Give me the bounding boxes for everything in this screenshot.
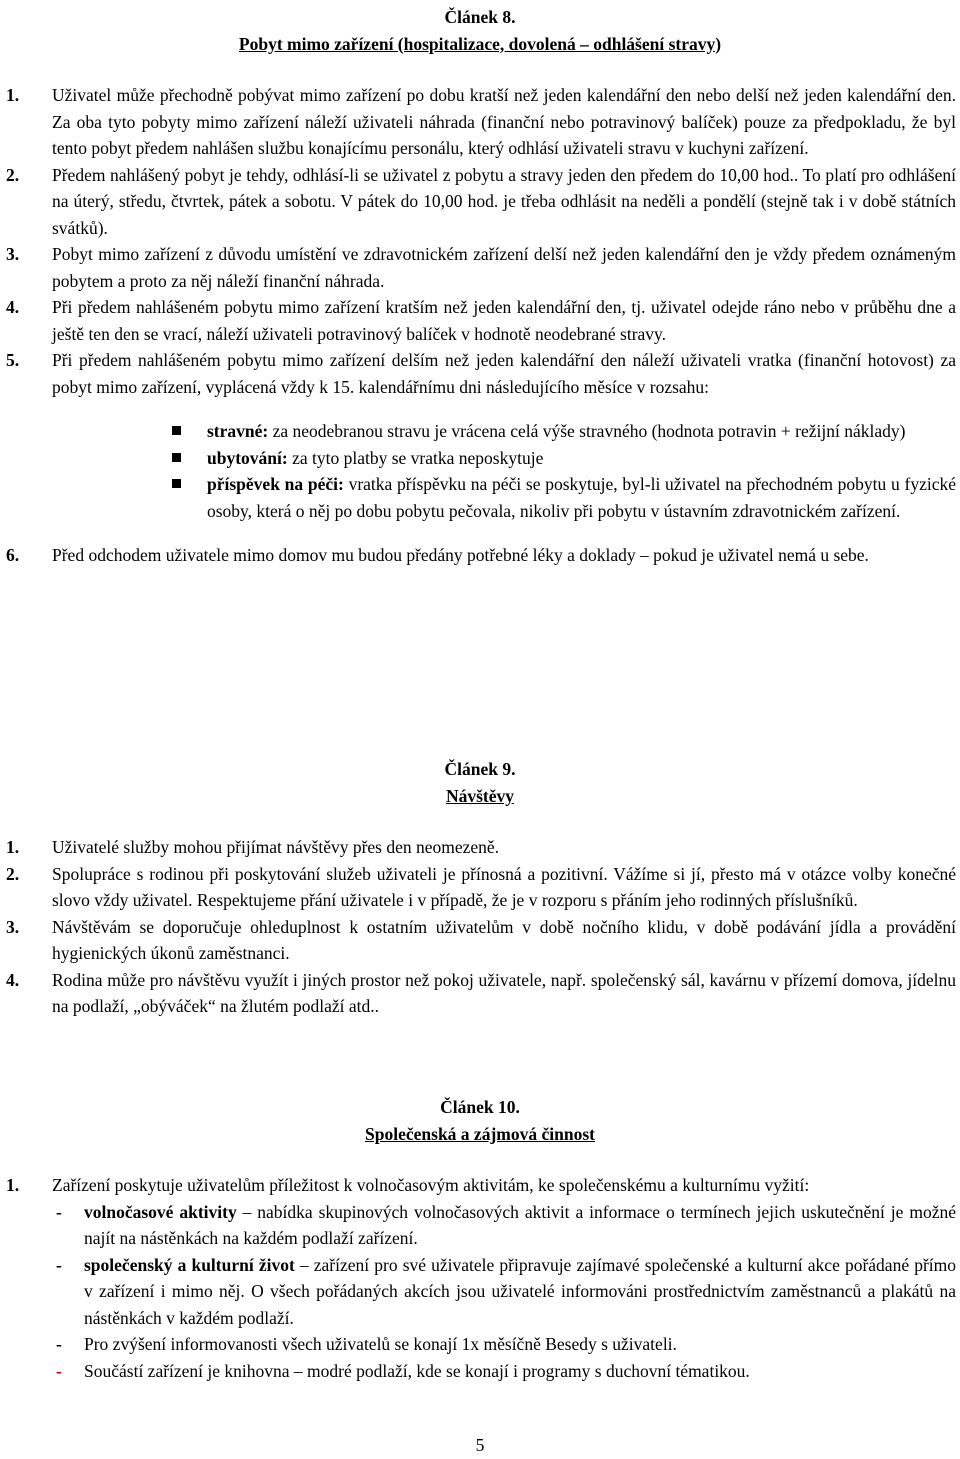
list-item (0, 967, 960, 1020)
item-number: 1. (6, 837, 20, 857)
list-item (0, 861, 960, 914)
article-10-list (0, 1172, 960, 1199)
item-text: Při předem nahlášeném pobytu mimo zařízení kratším než jeden kalendářní den, tj. uživatel odejde ráno nebo v průběhu dne a ještě ten den se vrací, náleží uživateli potravinový balíček v hodnotě neodebrané stravy. (52, 297, 956, 344)
item-number: 2. (6, 863, 20, 884)
square-bullet-icon (172, 453, 181, 462)
item-number: 4. (6, 297, 20, 317)
item-text: Návštěvám se doporučuje ohleduplnost k ostatním uživatelům v době nočního klidu, v době podávání jídla a provádění hygienických úkonů zaměstnanci. (52, 916, 956, 963)
item-number: 1. (6, 85, 20, 105)
item-text: Rodina může pro návštěvu využít i jiných prostor než pokoj uživatele, např. společenský sál, kavárnu v přízemí domova, jídelnu na podlaží, „obýváček“ na žlutém podlaží atd.. (52, 969, 956, 1016)
list-item (0, 542, 960, 569)
article-9-title: Návštěvy (445, 785, 515, 806)
list-item (0, 1172, 960, 1199)
bullet-text: vratka příspěvku na péči se poskytuje, byl-li uživatel na přechodném pobytu u fyzické osoby, která o něj po dobu pobytu pečovala, nikoliv při pobytu v ústavním zdravotnickém zařízení. (207, 474, 956, 521)
item-number: 3. (6, 244, 20, 264)
activity-dash-list (0, 1199, 960, 1385)
item-text: Při předem nahlášeném pobytu mimo zařízení delším než jeden kalendářní den náleží uživateli vratka (finanční hotovost) za pobyt mimo zařízení, vyplácená vždy k 15. kalendářnímu dni následujícího měsíce v rozsahu: (52, 350, 956, 397)
dash-text: Součástí zařízení je knihovna – modré podlaží, kde se konají i programy s duchovní tématikou. (84, 1360, 750, 1381)
article-9-list (0, 834, 960, 1020)
dash-text: – zařízení pro své uživatele připravuje zajímavé společenské a kulturní akce pořádané přímo v zařízení i mimo něj. O všech pořádaných akcích jsou uživatelé informováni prostřednictvím zaměstnanců a plakátů na nástěnkách v každém podlaží. (84, 1254, 957, 1328)
item-number: 6. (6, 545, 20, 565)
article-8-body (0, 82, 960, 569)
bullet-term: ubytování: (207, 447, 288, 468)
refund-bullet-list (0, 418, 960, 524)
item-number: 4. (6, 969, 20, 990)
item-text: Uživatel může přechodně pobývat mimo zařízení po dobu kratší než jeden kalendářní den nebo delší než jeden kalendářní den. Za oba tyto pobyty mimo zařízení náleží uživateli náhrada (finanční nebo potravinový balíček) pouze za předpokladu, že byl tento pobyt předem nahlášen službu konajícímu personálu, který odhlásí uživateli stravu v kuchyni zařízení. (52, 85, 956, 158)
list-item (0, 834, 960, 861)
page-number: 5 (475, 1435, 485, 1455)
dash-marker-red: - (56, 1360, 62, 1381)
dash-term: společenský a kulturní život (84, 1254, 295, 1275)
bullet-term: příspěvek na péči: (207, 474, 344, 494)
article-8-list (0, 82, 960, 400)
item-number: 2. (6, 164, 20, 185)
bullet-item (0, 445, 960, 472)
bullet-text: za tyto platby se vratka neposkytuje (287, 447, 544, 468)
dash-marker: - (56, 1201, 62, 1222)
item-text: Pobyt mimo zařízení z důvodu umístění ve zdravotnickém zařízení delší než jeden kalendářní den je vždy předem oznámeným pobytem a proto za něj náleží finanční náhrada. (52, 244, 956, 291)
article-9-header (0, 756, 960, 809)
article-8-title: Pobyt mimo zařízení (hospitalizace, dovolená – odhlášení stravy) (238, 33, 722, 54)
article-9-heading: Článek 9. (444, 759, 516, 779)
item-text: Uživatelé služby mohou přijímat návštěvy přes den neomezeně. (52, 837, 500, 857)
item-number: 3. (6, 916, 20, 937)
dash-marker: - (56, 1334, 62, 1354)
list-item (0, 347, 960, 400)
item-number: 5. (6, 350, 20, 370)
dash-text: Pro zvýšení informovanosti všech uživatelů se konají 1x měsíčně Besedy s uživateli. (84, 1334, 677, 1354)
dash-item (0, 1331, 960, 1358)
item-text: Spolupráce s rodinou při poskytování služeb uživateli je přínosná a pozitivní. Vážíme si jí, přesto má v otázce volby konečné slovo vždy uživatel. Respektujeme přání uživatele i v případě, že je v rozporu s přáním jeho rodinných příslušníků. (52, 863, 956, 910)
dash-marker: - (56, 1254, 62, 1275)
dash-item (0, 1358, 960, 1385)
dash-item (0, 1199, 960, 1252)
item-text: Před odchodem uživatele mimo domov mu budou předány potřebné léky a doklady – pokud je uživatel nemá u sebe. (52, 545, 869, 565)
list-item (0, 241, 960, 294)
article-8-list-cont (0, 542, 960, 569)
item-text: Zařízení poskytuje uživatelům příležitost k volnočasovým aktivitám, ke společenskému a kulturnímu vyžití: (52, 1175, 810, 1195)
item-text: Předem nahlášený pobyt je tehdy, odhlásí-li se uživatel z pobytu a stravy jeden den předem do 10,00 hod.. To platí pro odhlášení na úterý, středu, čtvrtek, pátek a sobotu. V pátek do 10,00 hod. je třeba odhlásit na neděli a pondělí (stejně tak i v době státních svátků). (52, 164, 956, 238)
article-8-heading: Článek 8. (444, 7, 516, 27)
dash-text: – nabídka skupinových volnočasových aktivit a informace o termínech jejich uskutečnění je možné najít na nástěnkách na každém podlaží zařízení. (84, 1201, 956, 1248)
bullet-item (0, 471, 960, 524)
list-item (0, 914, 960, 967)
list-item (0, 82, 960, 162)
article-8-header (0, 4, 960, 57)
article-10-heading: Článek 10. (440, 1097, 520, 1117)
bullet-text: za neodebranou stravu je vrácena celá výše stravného (hodnota potravin + režijní náklady) (268, 421, 906, 441)
list-item (0, 294, 960, 347)
article-9-body (0, 834, 960, 1020)
bullet-term: stravné: (207, 421, 269, 441)
square-bullet-icon (172, 426, 181, 435)
square-bullet-icon (172, 479, 181, 488)
list-item (0, 162, 960, 242)
article-10-title: Společenská a zájmová činnost (365, 1123, 595, 1144)
bullet-item (0, 418, 960, 445)
item-number: 1. (6, 1175, 20, 1195)
article-10-header (0, 1094, 960, 1147)
dash-term: volnočasové aktivity (84, 1201, 237, 1222)
article-10-body (0, 1172, 960, 1384)
dash-item (0, 1252, 960, 1332)
